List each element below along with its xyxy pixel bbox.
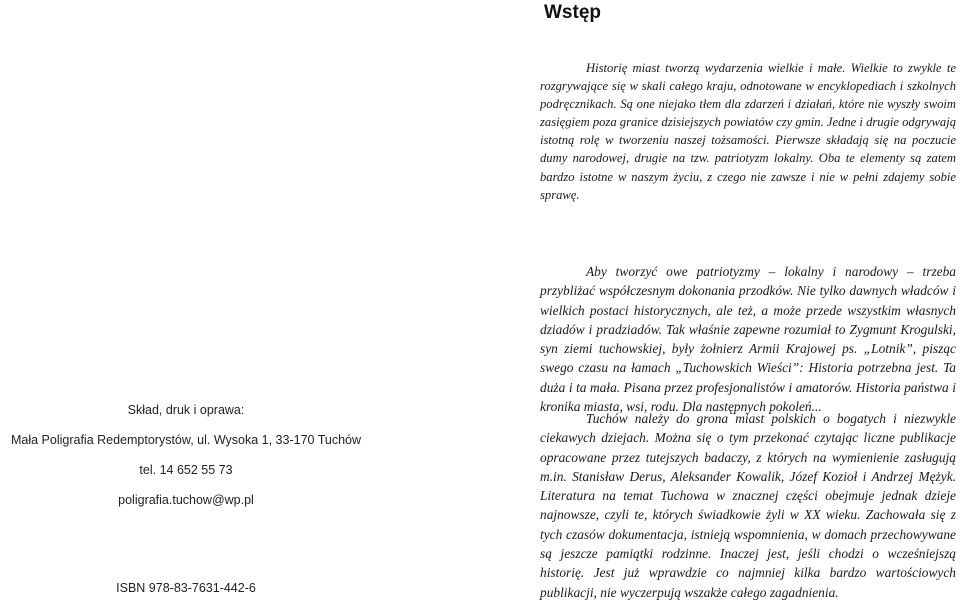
paragraph: Aby tworzyć owe patriotyzmy – lokalny i narodowy – trzeba przybliżać współczesnym dokonania przodków. Nie tylko dawnych władców i wielkich postaci historycznych, ale też, a może przede wszystkim własnych dziadów i pradziadów. Tak właśnie zapewne rozumiał to Zygmunt Krogulski, syn ziemi tuchowskiej, były żołnierz Armii Krajowej ps. „Lotnik”, pisząc swego czasu na łamach „Tuchowskich Wieści”: Historia potrzebna jest. Ta duża i ta mała. Pisana przez profesjonalistów i amatorów. Historia państwa i kronika miasta, wsi, rodu. Dla następnych pokoleń... bbox=[540, 264, 956, 415]
paragraph: Historię miast tworzą wydarzenia wielkie i małe. Wielkie to zwykle te rozgrywające się w skali całego kraju, odnotowane w encyklopediach i szkolnych podręcznikach. Są one niejako tłem dla zdarzeń i działań, które nie wyszły swoim zasięgiem poza granice dzisiejszych powiatów czy gmin. Jedne i drugie odgrywają istotną rolę w tworzeniu naszej tożsamości. Pierwsze składają się na poczucie dumy narodowej, drugie na tzw. patriotyzm lokalny. Oba te elementy są zatem bardzo istotne w naszym życiu, z czego nie zawsze i nie w pełni zdajemy sobie sprawę. bbox=[540, 61, 956, 202]
imprint-printer: Mała Poligrafia Redemptorystów, ul. Wysoka 1, 33-170 Tuchów bbox=[10, 433, 362, 447]
imprint-phone: tel. 14 652 55 73 bbox=[139, 463, 233, 477]
imprint-isbn: ISBN 978-83-7631-442-6 bbox=[116, 581, 256, 595]
imprint-email: poligrafia.tuchow@wp.pl bbox=[118, 493, 254, 507]
imprint-heading: Skład, druk i oprawa: bbox=[127, 403, 245, 417]
paragraph: Tuchów należy do grona miast polskich o bogatych i niezwykle ciekawych dziejach. Można się o tym przekonać czytając liczne publikacje opracowane przez tutejszych badaczy, z których na wymienienie zasługują m.in. Stanisław Derus, Aleksander Kowalik, Józef Kozioł i Andrzej Mężyk. Literatura na temat Tuchowa w znacznej części obejmuje jednak dzieje najnowsze, czyli te, których świadkowie żyli w XX wieku. Zachowała się z tych czasów dokumentacja, istnieją wspomnienia, w domach przechowywane są jeszcze pamiątki rodzinne. Inaczej jest, jeśli chodzi o wcześniejszą historię. Jest już wprawdzie co najmniej kilka bardzo wartościowych publikacji, nie wyczerpują wszakże całego zagadnienia. bbox=[540, 411, 956, 600]
chapter-page bbox=[540, 0, 956, 615]
page-title: Wstęp bbox=[544, 2, 601, 23]
